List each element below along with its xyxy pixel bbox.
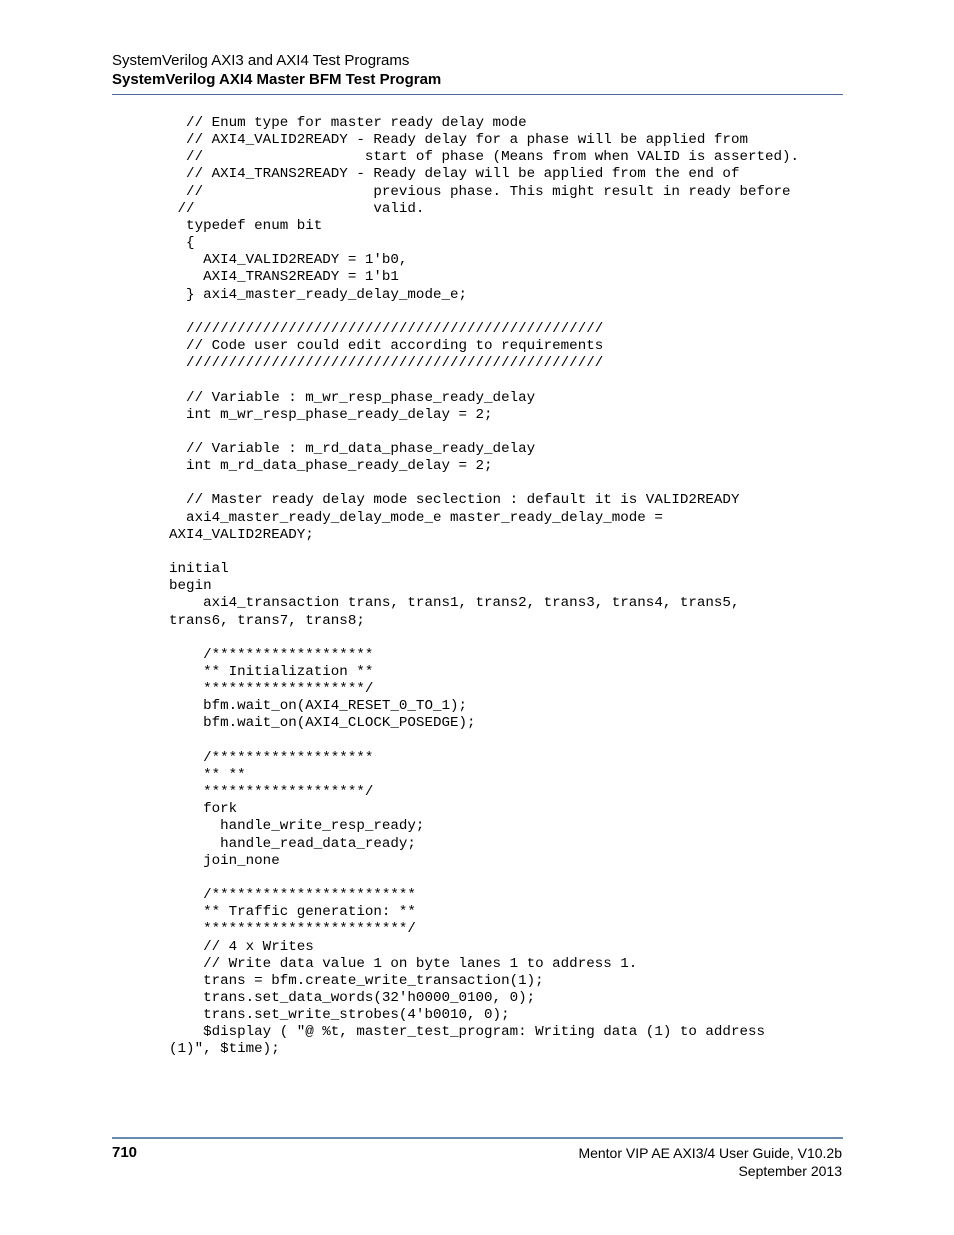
code-line: /******************* [152,646,374,663]
code-line: // Variable : m_rd_data_phase_ready_delay [152,440,536,457]
code-line: handle_read_data_ready; [152,835,416,852]
code-line: trans.set_write_strobes(4'b0010, 0); [152,1007,510,1024]
code-line: trans.set_data_words(32'h0000_0100, 0); [152,989,536,1006]
code-line: trans6, trans7, trans8; [152,612,365,629]
code-line [152,304,799,321]
code-line: axi4_master_ready_delay_mode_e master_ready_delay_mode = [152,509,663,526]
code-line: // previous phase. This might result in ready before [152,183,791,200]
code-line [152,424,799,441]
chapter-title: SystemVerilog AXI3 and AXI4 Test Programs [112,52,410,69]
code-line: } axi4_master_ready_delay_mode_e; [152,286,468,303]
code-line: *******************/ [152,784,374,801]
page-header [112,51,843,89]
header-divider [112,94,843,95]
code-line: { [152,235,195,252]
code-line: ///////////////////////////////////////////////// [152,355,604,372]
page-number: 710 [112,1144,138,1161]
code-line: $display ( "@ %t, master_test_program: Writing data (1) to address [152,1024,765,1041]
code-line: /************************ [152,887,416,904]
code-line: bfm.wait_on(AXI4_CLOCK_POSEDGE); [152,715,476,732]
code-line: /******************* [152,749,374,766]
code-line: ** ** [152,766,246,783]
code-line: ************************/ [152,921,416,938]
code-line: int m_rd_data_phase_ready_delay = 2; [152,458,493,475]
code-line: fork [152,801,238,818]
code-line: ** Traffic generation: ** [152,904,416,921]
code-line: (1)", $time); [152,1041,280,1058]
code-line: ** Initialization ** [152,664,374,680]
code-line: begin [152,578,212,595]
code-line: join_none [152,852,280,869]
code-line [152,372,799,389]
code-line: AXI4_VALID2READY; [152,526,314,543]
code-line: // Write data value 1 on byte lanes 1 to address 1. [152,955,638,972]
code-line: *******************/ [152,681,374,698]
section-title: SystemVerilog AXI4 Master BFM Test Program [112,71,442,88]
publication-date: September 2013 [738,1163,842,1179]
code-line [152,544,799,561]
code-listing [152,115,799,1059]
code-line: handle_write_resp_ready; [152,818,425,835]
code-line [152,630,799,647]
code-line: int m_wr_resp_phase_ready_delay = 2; [152,406,493,423]
footer-info [578,1144,842,1180]
code-line: AXI4_TRANS2READY = 1'b1 [152,269,399,286]
code-line [152,475,799,492]
code-line: // 4 x Writes [152,938,314,955]
code-line [152,733,799,750]
code-line [152,870,799,887]
code-line: trans = bfm.create_write_transaction(1); [152,972,544,989]
code-line: // start of phase (Means from when VALID is asserted). [152,149,800,166]
document-title: Mentor VIP AE AXI3/4 User Guide, V10.2b [578,1145,842,1161]
code-line: initial [152,561,229,578]
code-line: // AXI4_VALID2READY - Ready delay for a phase will be applied from [152,132,748,149]
code-line: // valid. [152,200,425,217]
footer-divider [112,1137,843,1139]
code-line: axi4_transaction trans, trans1, trans2, trans3, trans4, trans5, [152,595,740,612]
code-line: // AXI4_TRANS2READY - Ready delay will be applied from the end of [152,166,740,183]
code-line: // Variable : m_wr_resp_phase_ready_delay [152,389,536,406]
code-line: bfm.wait_on(AXI4_RESET_0_TO_1); [152,698,468,715]
code-line: // Code user could edit according to requirements [152,338,604,355]
code-line: typedef enum bit [152,217,323,234]
code-line: AXI4_VALID2READY = 1'b0, [152,252,408,269]
code-line: // Master ready delay mode seclection : default it is VALID2READY [152,492,740,509]
code-line: // Enum type for master ready delay mode [152,115,527,131]
code-line: ///////////////////////////////////////////////// [152,320,604,337]
